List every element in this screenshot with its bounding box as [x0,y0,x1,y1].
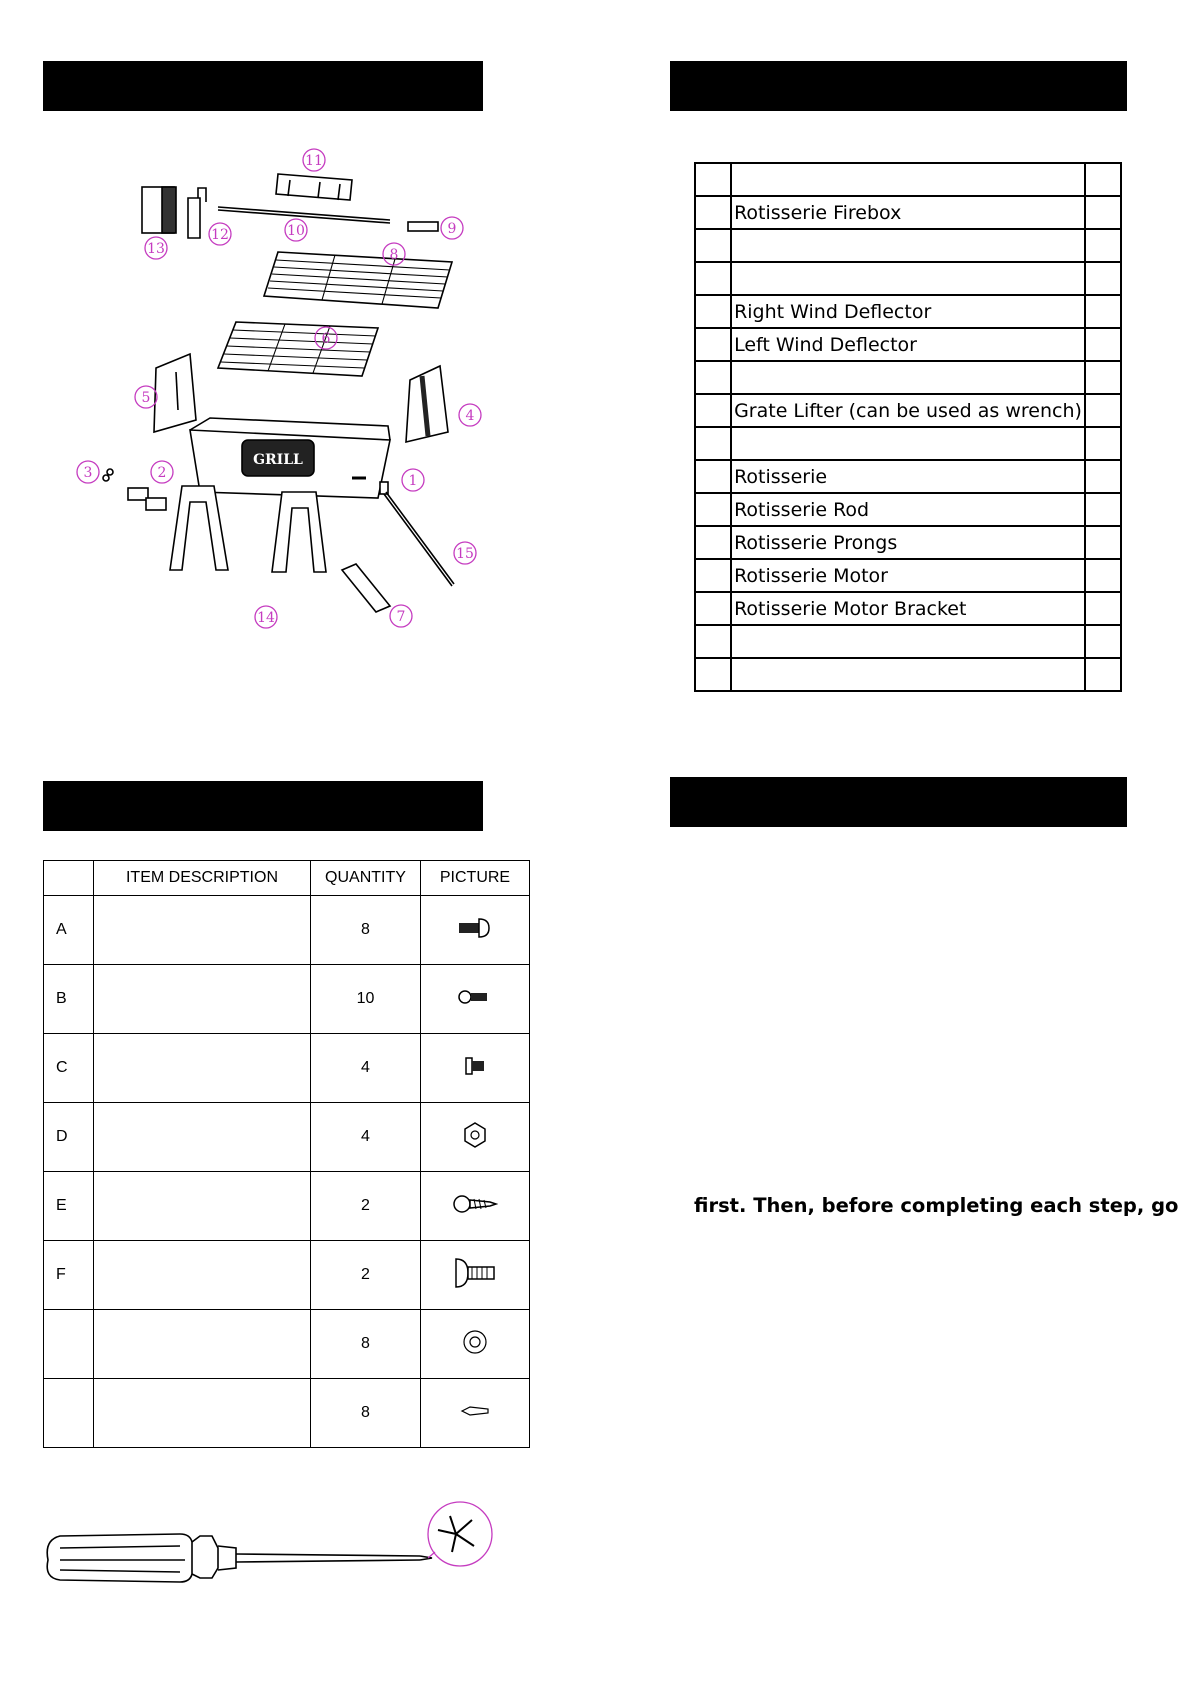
hardware-row [44,1103,530,1172]
large-bolt-icon [450,1278,500,1295]
grate-lifter-part [342,564,390,612]
hardware-row [44,1310,530,1379]
part-number [695,295,731,328]
parts-list-row [695,427,1121,460]
rotisserie-rod-part [218,207,390,220]
parts-list-row [695,559,1121,592]
short-bolt-icon [457,996,493,1013]
wood-screw-icon [452,1206,498,1223]
callout-4: 4 [465,408,475,424]
part-quantity [1085,196,1121,229]
hardware-picture [421,1103,530,1172]
part-quantity [1085,262,1121,295]
hardware-picture [421,965,530,1034]
parts-list-row [695,592,1121,625]
hardware-description [94,1172,311,1241]
part-quantity [1085,592,1121,625]
washer-icon [461,1343,489,1360]
hardware-row [44,965,530,1034]
nut-part [107,469,113,475]
section-header-bar-instructions [670,777,1127,827]
callout-3: 3 [83,465,93,481]
part-description: Right Wind Deflector [731,295,1085,328]
part-number [695,196,731,229]
part-quantity [1085,625,1121,658]
part-number [695,229,731,262]
part-number [695,625,731,658]
small-bolt-icon [460,1065,490,1082]
parts-list-row [695,526,1121,559]
hardware-description [94,1103,311,1172]
parts-list-row [695,460,1121,493]
hardware-description [94,1379,311,1448]
callout-15: 15 [456,546,474,562]
part-number [695,427,731,460]
hardware-header-letter [44,861,94,896]
parts-list-row [695,196,1121,229]
hardware-letter: A [44,896,94,965]
rotisserie-prong-part [408,222,438,231]
hardware-description [94,965,311,1034]
hardware-letter [44,1310,94,1379]
part-description: Left Wind Deflector [731,328,1085,361]
part-quantity [1085,394,1121,427]
part-quantity [1085,460,1121,493]
left-wind-deflector-part [154,354,196,432]
part-number [695,163,731,196]
part-description: Rotisserie Motor [731,559,1085,592]
hardware-row [44,1034,530,1103]
exploded-view-diagram [60,140,520,660]
leg-part [170,486,228,570]
parts-list-row [695,262,1121,295]
part-quantity [1085,559,1121,592]
hardware-description [94,1034,311,1103]
instructions-text: first. Then, before completing each step, go [694,1194,1179,1217]
hardware-description [94,896,311,965]
callout-10: 10 [287,223,305,239]
part-number [695,592,731,625]
callout-2: 2 [157,465,167,481]
part-quantity [1085,163,1121,196]
hardware-letter: B [44,965,94,1034]
callout-9: 9 [447,221,457,237]
parts-list-row [695,361,1121,394]
hardware-picture [421,1379,530,1448]
callout-12: 12 [211,227,229,243]
hardware-quantity: 8 [311,896,421,965]
hardware-header-description: ITEM DESCRIPTION [94,861,311,896]
part-description: Grate Lifter (can be used as wrench) [731,394,1085,427]
hardware-picture [421,1241,530,1310]
part-description [731,229,1085,262]
part-number [695,526,731,559]
part-number [695,394,731,427]
part-quantity [1085,427,1121,460]
hardware-quantity: 8 [311,1379,421,1448]
hardware-quantity: 10 [311,965,421,1034]
part-quantity [1085,361,1121,394]
parts-list-row [695,625,1121,658]
svg-text:GRILL: GRILL [253,452,303,468]
hardware-header-picture: PICTURE [421,861,530,896]
hardware-quantity: 2 [311,1172,421,1241]
hardware-header-row [44,861,530,896]
callout-1: 1 [408,473,418,489]
part-number [695,658,731,691]
part-description [731,625,1085,658]
hardware-picture [421,1034,530,1103]
part-description: Rotisserie Firebox [731,196,1085,229]
hardware-picture [421,1310,530,1379]
parts-list-row [695,394,1121,427]
part-number [695,493,731,526]
small-bracket-part [128,488,148,500]
hardware-quantity: 4 [311,1034,421,1103]
part-description [731,361,1085,394]
hardware-row [44,1172,530,1241]
part-description: Rotisserie Prongs [731,526,1085,559]
section-header-bar-parts-list [670,61,1127,111]
screwdriver-illustration [40,1490,510,1600]
hardware-table [43,860,530,1448]
part-description: Rotisserie Rod [731,493,1085,526]
parts-list-row [695,328,1121,361]
part-quantity [1085,493,1121,526]
parts-list-row [695,295,1121,328]
parts-list-row [695,229,1121,262]
hardware-row [44,896,530,965]
part-description [731,262,1085,295]
hardware-description [94,1310,311,1379]
hardware-letter [44,1379,94,1448]
parts-list-table [694,162,1122,692]
part-description: Rotisserie Motor Bracket [731,592,1085,625]
part-description [731,163,1085,196]
parts-list-row [695,658,1121,691]
hardware-quantity: 4 [311,1103,421,1172]
part-quantity [1085,526,1121,559]
callout-5: 5 [141,390,151,406]
parts-list-row [695,163,1121,196]
part-number [695,328,731,361]
hardware-letter: C [44,1034,94,1103]
part-description: Rotisserie [731,460,1085,493]
part-number [695,460,731,493]
hardware-header-quantity: QUANTITY [311,861,421,896]
callout-14: 14 [257,610,275,626]
section-header-bar-exploded-view [43,61,483,111]
callout-8: 8 [389,247,399,263]
part-quantity [1085,295,1121,328]
part-number [695,262,731,295]
hardware-quantity: 2 [311,1241,421,1310]
callout-6: 6 [321,331,331,347]
parts-list-row [695,493,1121,526]
hardware-picture [421,1172,530,1241]
hardware-letter: D [44,1103,94,1172]
pin-icon [458,1406,492,1423]
part-number [695,361,731,394]
motor-bracket-part [188,188,206,238]
hex-nut-icon [462,1136,488,1153]
callout-7: 7 [396,609,406,625]
part-number [695,559,731,592]
rotisserie-basket-part [276,174,352,200]
part-quantity [1085,658,1121,691]
hardware-row [44,1241,530,1310]
hardware-picture [421,896,530,965]
hardware-letter: F [44,1241,94,1310]
part-description [731,658,1085,691]
part-quantity [1085,328,1121,361]
hardware-letter: E [44,1172,94,1241]
pan-head-bolt-icon [455,930,495,947]
hardware-row [44,1379,530,1448]
part-quantity [1085,229,1121,262]
hardware-quantity: 8 [311,1310,421,1379]
hardware-description [94,1241,311,1310]
callout-13: 13 [147,241,165,257]
callout-11: 11 [305,153,323,169]
part-description [731,427,1085,460]
section-header-bar-hardware [43,781,483,831]
